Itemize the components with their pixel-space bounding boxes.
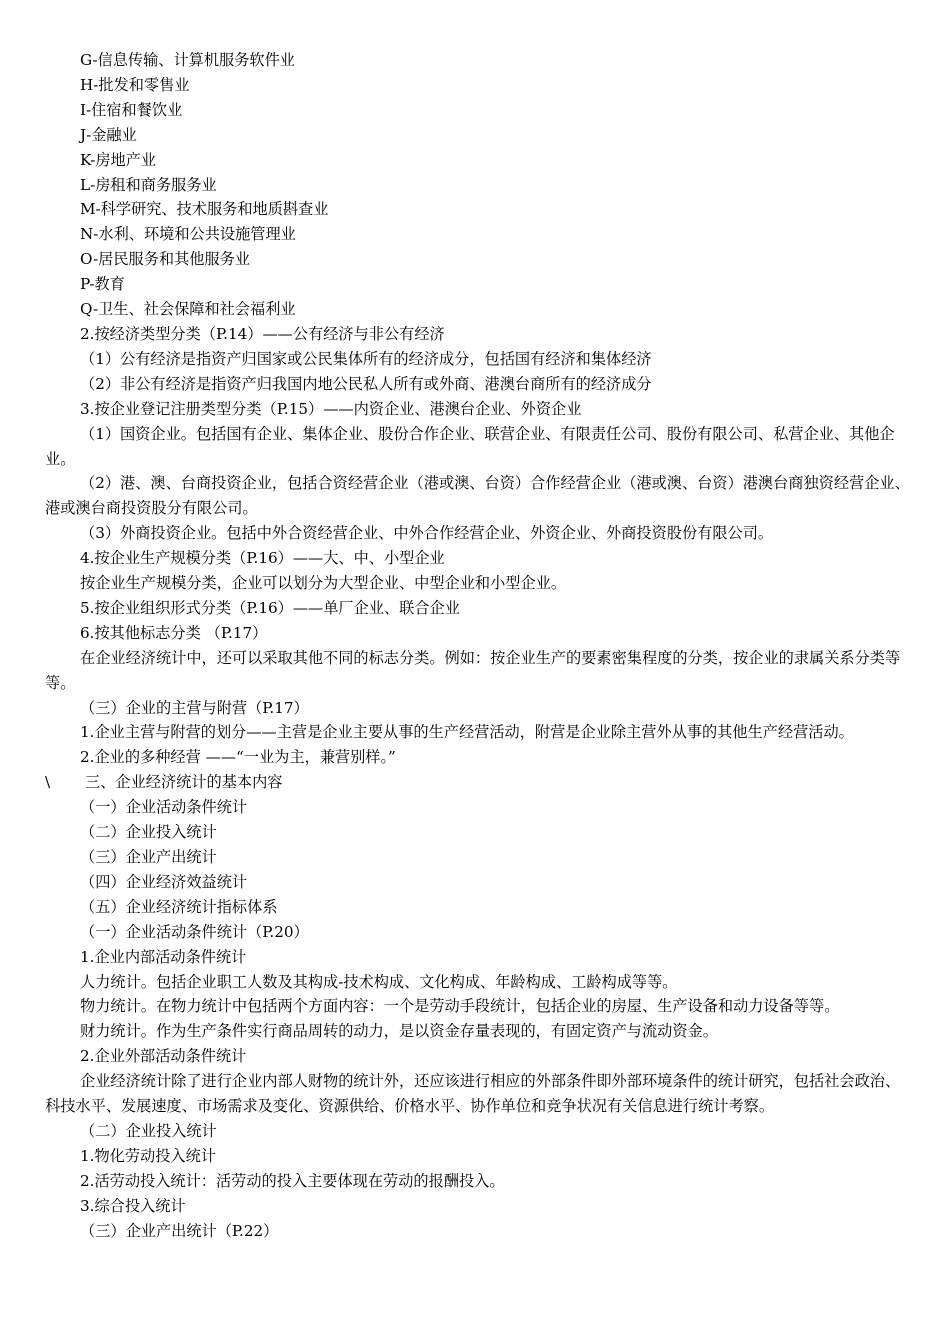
backslash-mark: \: [45, 773, 51, 792]
industry-j: J-金融业: [80, 125, 137, 144]
list-item: 2.活劳动投入统计：活劳动的投入主要体现在劳动的报酬投入。: [80, 1171, 505, 1190]
section-heading: 6.按其他标志分类 （P.17）: [80, 623, 268, 642]
section-heading: 2.按经济类型分类（P.14）——公有经济与非公有经济: [80, 324, 445, 343]
paragraph: 企业经济统计除了进行企业内部人财物的统计外，还应该进行相应的外部条件即外部环境条件的统计研究，包括社会政治、科技水平、发展速度、市场需求及变化、资源供给、价格水平、协作单位和竞争状况有关信息进行统计考察。: [45, 1072, 901, 1116]
list-item: 3.综合投入统计: [80, 1196, 186, 1215]
industry-h: H-批发和零售业: [80, 75, 190, 94]
industry-i: I-住宿和餐饮业: [80, 100, 183, 119]
chapter-heading-line: [45, 770, 915, 795]
paragraph: 物力统计。在物力统计中包括两个方面内容：一个是劳动手段统计，包括企业的房屋、生产设备和动力设备等等。: [80, 997, 840, 1016]
paragraph: （1）国资企业。包括国有企业、集体企业、股份合作企业、联营企业、有限责任公司、股份有限公司、私营企业、其他企业。: [45, 424, 895, 468]
industry-k: K-房地产业: [80, 150, 157, 169]
list-item: （二）企业投入统计: [80, 823, 217, 842]
section-heading: 1.企业内部活动条件统计: [80, 947, 247, 966]
paragraph: （3）外商投资企业。包括中外合资经营企业、中外合作经营企业、外资企业、外商投资股份有限公司。: [80, 524, 774, 543]
chapter-heading: 三、企业经济统计的基本内容: [85, 773, 283, 792]
industry-q: Q-卫生、社会保障和社会福利业: [80, 300, 296, 319]
list-item: 1.物化劳动投入统计: [80, 1146, 216, 1165]
paragraph: 人力统计。包括企业职工人数及其构成-技术构成、文化构成、年龄构成、工龄构成等等。: [80, 972, 678, 991]
section-heading: （一）企业活动条件统计（P.20）: [80, 922, 309, 941]
section-heading: （二）企业投入统计: [80, 1121, 217, 1140]
paragraph: 财力统计。作为生产条件实行商品周转的动力，是以资金存量表现的，有固定资产与流动资金。: [80, 1022, 718, 1041]
industry-p: P-教育: [80, 275, 125, 294]
document-page: [45, 48, 915, 1244]
paragraph: 1.企业主营与附营的划分——主营是企业主要从事的生产经营活动，附营是企业除主营外从事的其他生产经营活动。: [80, 723, 854, 742]
list-item: （五）企业经济统计指标体系: [80, 897, 278, 916]
paragraph: 按企业生产规模分类，企业可以划分为大型企业、中型企业和小型企业。: [80, 574, 566, 593]
industry-m: M-科学研究、技术服务和地质斟查业: [80, 200, 329, 219]
section-heading: 5.按企业组织形式分类（P.16）——单厂企业、联合企业: [80, 598, 460, 617]
paragraph: 在企业经济统计中，还可以采取其他不同的标志分类。例如：按企业生产的要素密集程度的分类，按企业的隶属关系分类等等。: [45, 648, 901, 692]
industry-l: L-房租和商务服务业: [80, 175, 217, 194]
industry-n: N-水利、环境和公共设施管理业: [80, 225, 296, 244]
paragraph: （1）公有经济是指资产归国家或公民集体所有的经济成分，包括国有经济和集体经济: [80, 349, 652, 368]
list-item: （四）企业经济效益统计: [80, 872, 248, 891]
paragraph: 2.企业的多种经营 ——“一业为主，兼营别样。”: [80, 748, 396, 767]
section-heading: （三）企业的主营与附营（P.17）: [80, 698, 309, 717]
list-item: （一）企业活动条件统计: [80, 798, 248, 817]
section-heading: （三）企业产出统计（P.22）: [80, 1221, 279, 1240]
industry-o: O-居民服务和其他服务业: [80, 250, 251, 269]
industry-g: G-信息传输、计算机服务软件业: [80, 51, 295, 69]
section-heading: 3.按企业登记注册类型分类（P.15）——内资企业、港澳台企业、外资企业: [80, 399, 582, 418]
paragraph: （2）非公有经济是指资产归我国内地公民私人所有或外商、港澳台商所有的经济成分: [80, 374, 652, 393]
section-heading: 2.企业外部活动条件统计: [80, 1047, 247, 1066]
section-heading: 4.按企业生产规模分类（P.16）——大、中、小型企业: [80, 549, 445, 568]
list-item: （三）企业产出统计: [80, 848, 217, 866]
paragraph: （2）港、澳、台商投资企业，包括合资经营企业（港或澳、台资）合作经营企业（港或澳、台资）港澳台商独资经营企业、港或澳台商投资股分有限公司。: [45, 474, 910, 518]
